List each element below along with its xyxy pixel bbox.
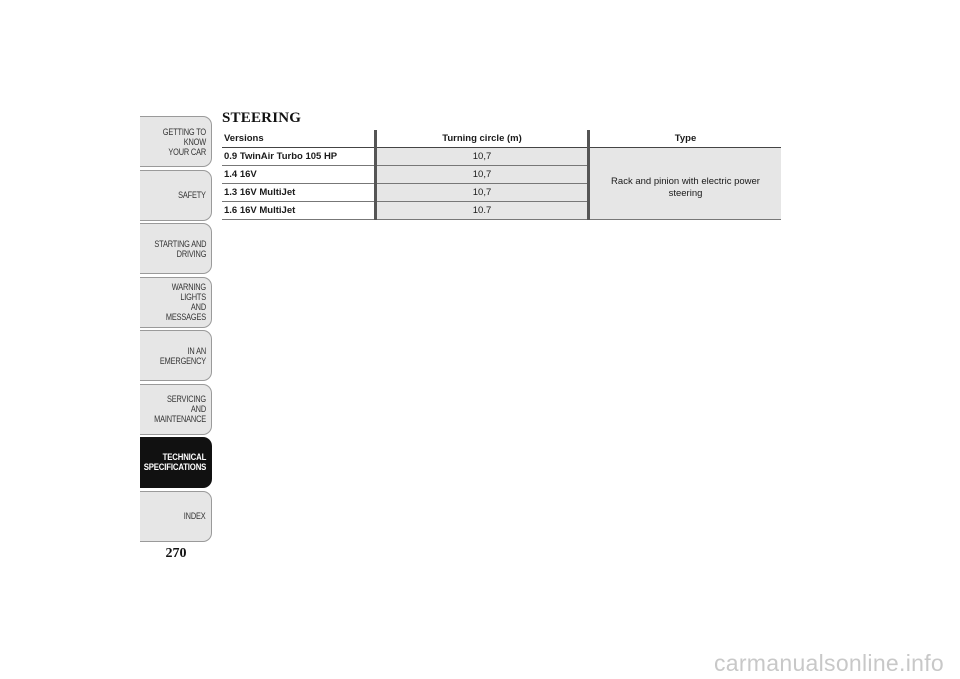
header-type: Type xyxy=(589,130,782,148)
tab-warning-lights-and-messages[interactable] xyxy=(140,277,212,328)
steering-table xyxy=(222,130,781,220)
tab-getting-to-know-your-car[interactable] xyxy=(140,116,212,167)
version-cell: 0.9 TwinAir Turbo 105 HP xyxy=(222,148,376,166)
tab-safety[interactable] xyxy=(140,170,212,221)
header-turning-circle: Turning circle (m) xyxy=(376,130,589,148)
tab-label: WARNING LIGHTS AND MESSAGES xyxy=(165,282,206,322)
turning-circle-cell: 10,7 xyxy=(376,148,589,166)
tab-label: STARTING AND DRIVING xyxy=(154,238,206,259)
tab-label: SAFETY xyxy=(178,190,206,200)
tab-servicing-and-maintenance[interactable] xyxy=(140,384,212,435)
header-versions: Versions xyxy=(222,130,376,148)
section-title: STEERING xyxy=(222,110,302,126)
tab-index[interactable] xyxy=(140,491,212,542)
version-cell: 1.3 16V MultiJet xyxy=(222,184,376,202)
tab-in-an-emergency[interactable] xyxy=(140,330,212,381)
tab-label: TECHNICAL SPECIFICATIONS xyxy=(143,451,206,473)
tab-starting-and-driving[interactable] xyxy=(140,223,212,274)
table-row xyxy=(222,148,781,166)
table-header-row xyxy=(222,130,781,148)
version-cell: 1.6 16V MultiJet xyxy=(222,202,376,220)
chapter-sidebar xyxy=(140,116,212,544)
tab-label: INDEX xyxy=(184,511,206,521)
version-cell: 1.4 16V xyxy=(222,166,376,184)
watermark: carmanualsonline.info xyxy=(713,650,944,676)
tab-label: GETTING TO KNOW YOUR CAR xyxy=(162,126,206,157)
type-cell: Rack and pinion with electric power steering xyxy=(589,148,782,220)
tab-technical-specifications[interactable] xyxy=(140,437,212,488)
turning-circle-cell: 10,7 xyxy=(376,166,589,184)
turning-circle-cell: 10,7 xyxy=(376,184,589,202)
tab-label: IN AN EMERGENCY xyxy=(159,345,206,366)
turning-circle-cell: 10.7 xyxy=(376,202,589,220)
tab-label: SERVICING AND MAINTENANCE xyxy=(154,394,206,424)
page-number: 270 xyxy=(165,546,187,561)
